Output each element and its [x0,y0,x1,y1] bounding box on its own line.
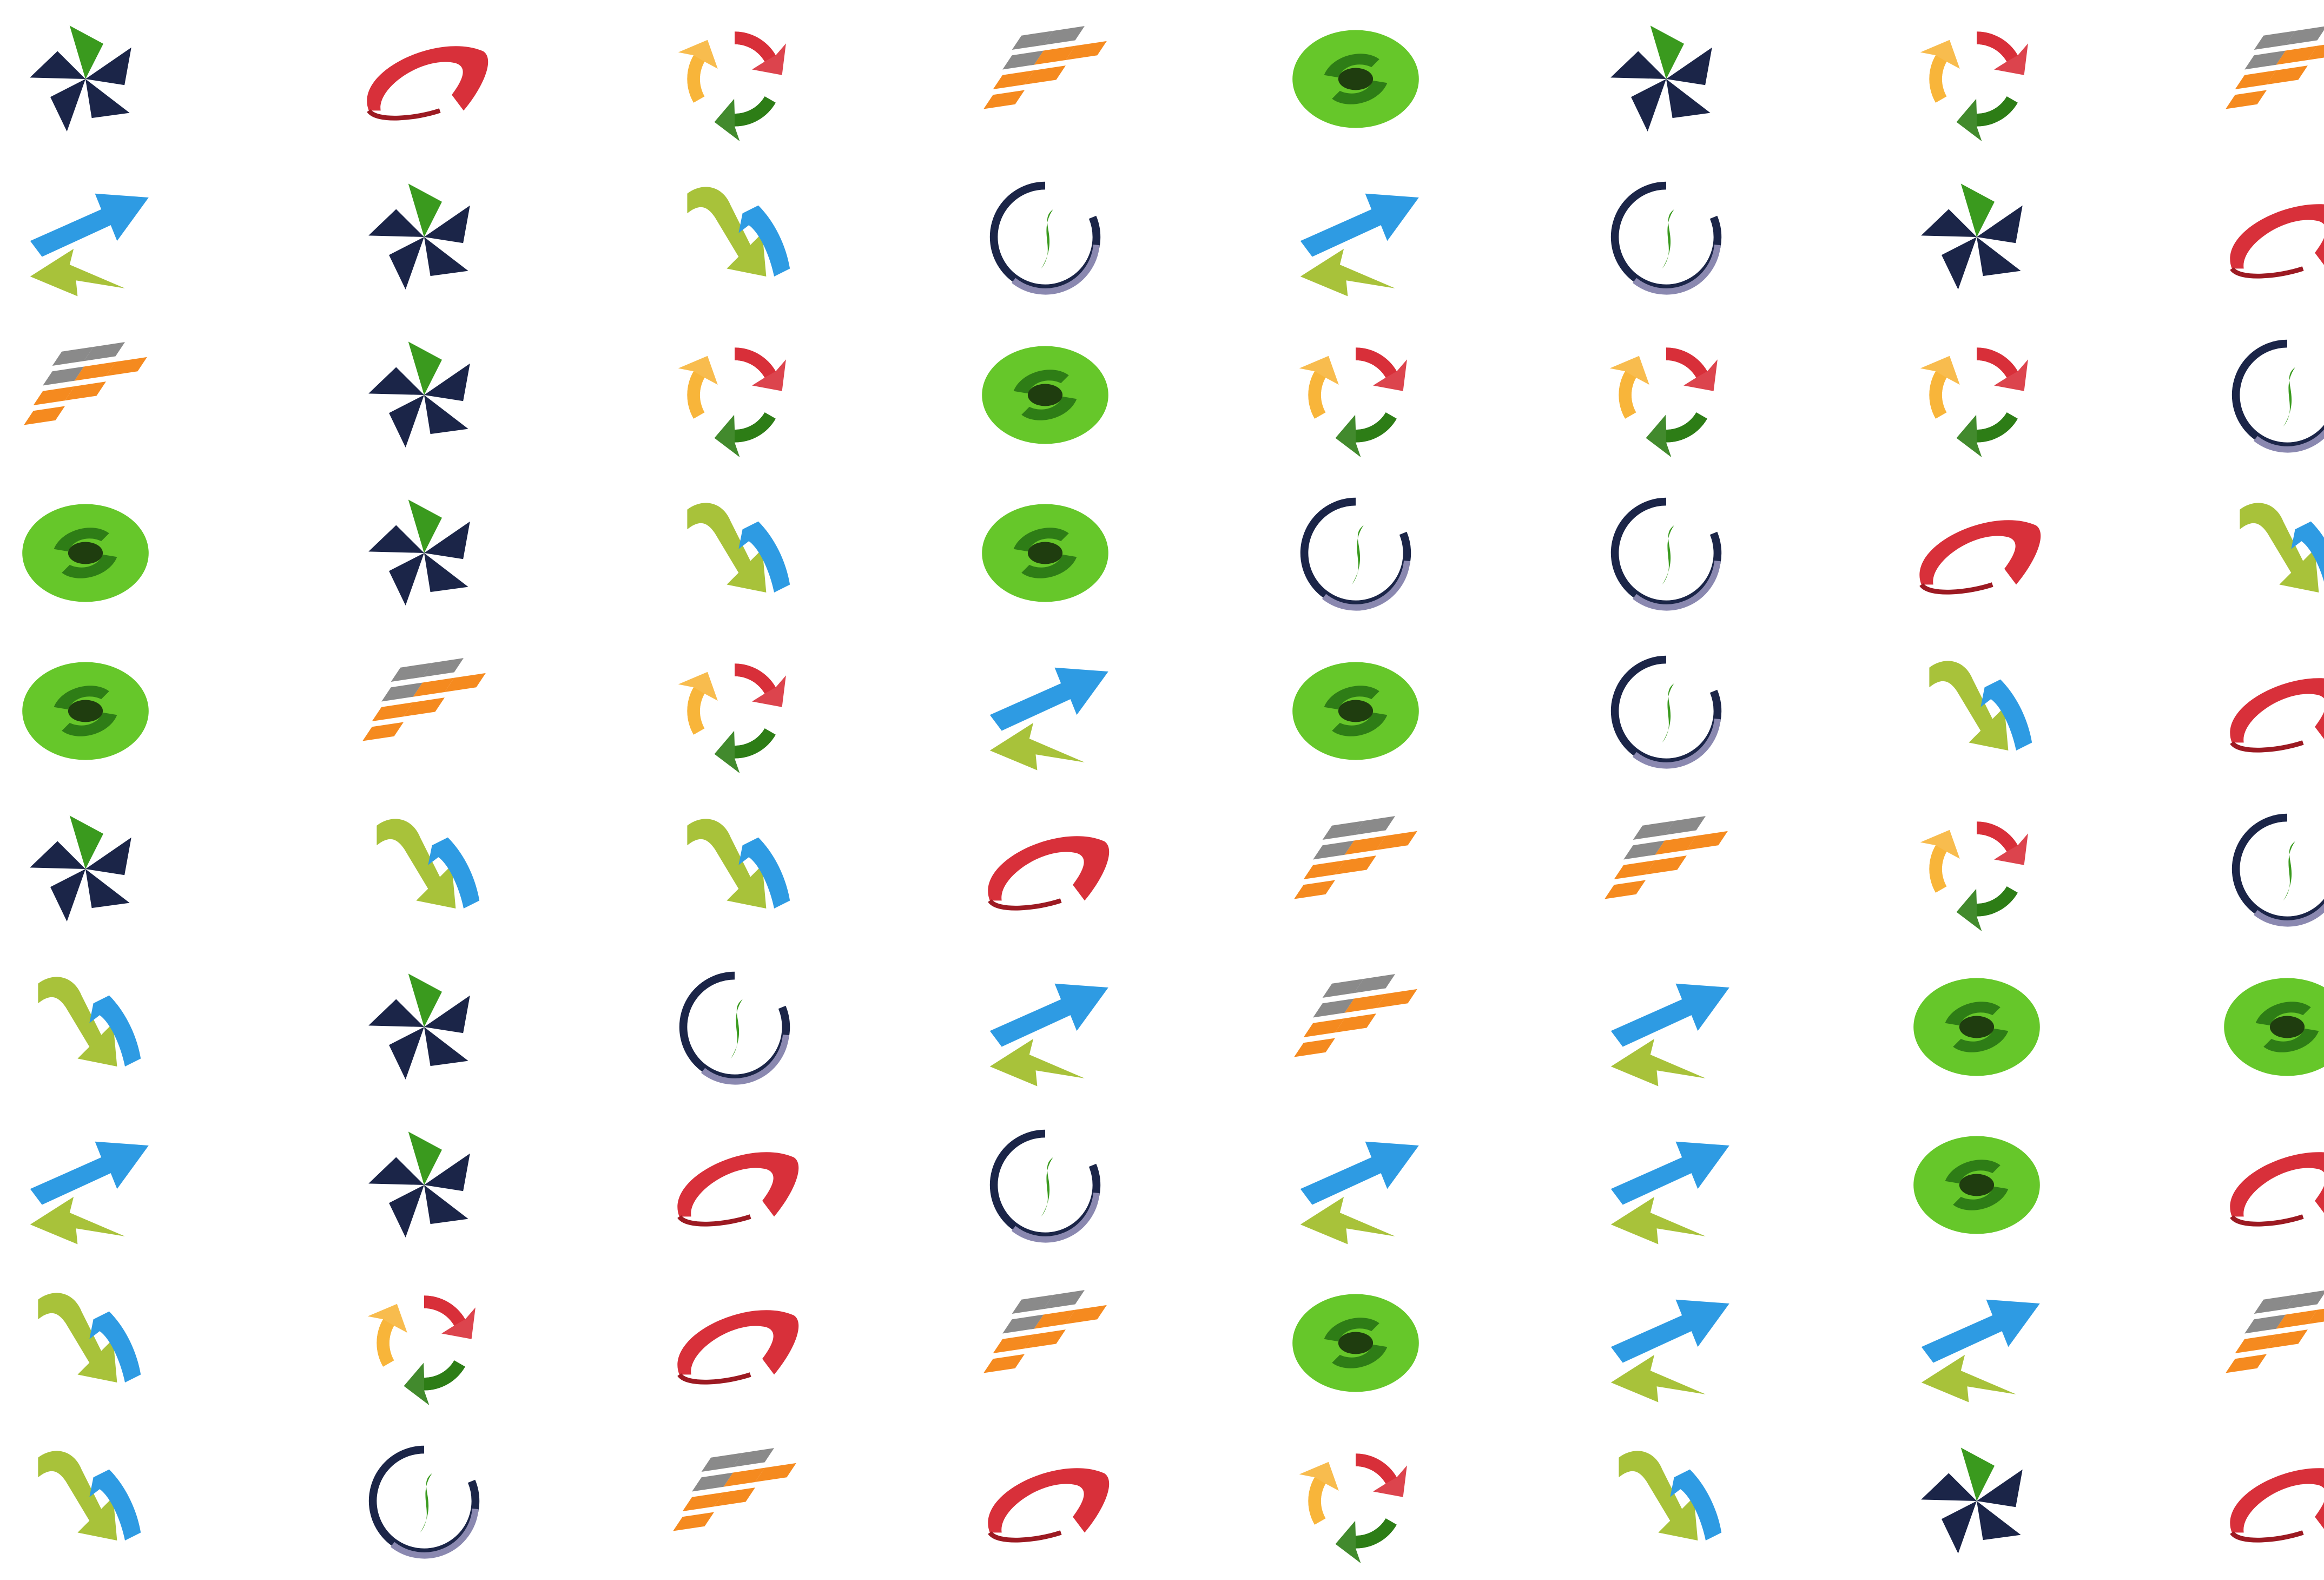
grid-cell [1863,474,2174,632]
tricolor-cycle-icon [343,1264,505,1422]
grid-cell [2174,0,2324,158]
grid-cell [2174,1422,2324,1580]
navy-circle-icon [1585,474,1747,632]
navy-circle-icon [2206,790,2324,948]
green-recycle-icon [2206,948,2324,1106]
grid-cell [2174,474,2324,632]
grid-cell [2174,948,2324,1106]
grid-cell [1863,632,2174,790]
orange-grey-tiles-icon [1585,790,1747,948]
grid-cell [2174,1106,2324,1264]
navy-circle-icon [964,1106,1126,1264]
grid-cell [0,1106,311,1264]
navy-circle-icon [1585,158,1747,316]
orange-grey-tiles-icon [2206,1264,2324,1422]
orange-grey-tiles-icon [4,316,167,474]
grid-cell [0,158,311,316]
grid-cell [1242,0,1553,158]
tricolor-cycle-icon [1896,790,2058,948]
green-blue-swap-icon [653,790,816,948]
pinwheel-icon [1896,158,2058,316]
tricolor-cycle-icon [653,316,816,474]
grid-cell [0,0,311,158]
grid-cell [932,158,1242,316]
red-swoosh-icon [653,1106,816,1264]
red-swoosh-icon [343,0,505,158]
grid-cell [1553,316,1863,474]
grid-cell [932,1264,1242,1422]
tricolor-cycle-icon [653,632,816,790]
grid-cell [2174,632,2324,790]
grid-cell [2174,316,2324,474]
green-blue-swap-icon [4,948,167,1106]
blue-green-arrows-icon [1585,1264,1747,1422]
grid-cell [1242,158,1553,316]
blue-green-arrows-icon [4,1106,167,1264]
grid-cell [2174,158,2324,316]
grid-cell [932,790,1242,948]
grid-cell [1863,1106,2174,1264]
grid-cell [311,632,621,790]
pinwheel-icon [343,316,505,474]
pinwheel-icon [343,1106,505,1264]
grid-cell [1553,790,1863,948]
blue-green-arrows-icon [1275,1106,1437,1264]
navy-circle-icon [2206,316,2324,474]
orange-grey-tiles-icon [653,1422,816,1580]
grid-cell [621,1264,932,1422]
grid-cell [1553,1264,1863,1422]
grid-cell [0,632,311,790]
grid-cell [1863,1264,2174,1422]
grid-cell [1242,790,1553,948]
grid-cell [1553,632,1863,790]
green-recycle-icon [4,632,167,790]
blue-green-arrows-icon [1275,158,1437,316]
grid-cell [621,948,932,1106]
navy-circle-icon [343,1422,505,1580]
tricolor-cycle-icon [1585,316,1747,474]
green-blue-swap-icon [653,474,816,632]
tricolor-cycle-icon [1275,316,1437,474]
orange-grey-tiles-icon [2206,0,2324,158]
grid-cell [932,1422,1242,1580]
grid-cell [1242,474,1553,632]
grid-cell [1863,0,2174,158]
grid-cell [1863,316,2174,474]
red-swoosh-icon [2206,1106,2324,1264]
grid-cell [932,474,1242,632]
pinwheel-icon [4,790,167,948]
green-blue-swap-icon [4,1422,167,1580]
navy-circle-icon [1585,632,1747,790]
grid-cell [932,1106,1242,1264]
navy-circle-icon [1275,474,1437,632]
green-recycle-icon [964,316,1126,474]
grid-cell [311,1106,621,1264]
green-recycle-icon [1896,1106,2058,1264]
green-recycle-icon [1275,632,1437,790]
grid-cell [0,474,311,632]
red-swoosh-icon [653,1264,816,1422]
grid-cell [1553,0,1863,158]
red-swoosh-icon [2206,632,2324,790]
grid-cell [311,0,621,158]
grid-cell [1553,158,1863,316]
green-blue-swap-icon [4,1264,167,1422]
grid-cell [1863,1422,2174,1580]
grid-cell [311,1422,621,1580]
grid-cell [311,1264,621,1422]
grid-cell [621,316,932,474]
green-blue-swap-icon [1896,632,2058,790]
red-swoosh-icon [964,790,1126,948]
grid-cell [0,790,311,948]
tricolor-cycle-icon [1896,0,2058,158]
grid-cell [0,1264,311,1422]
green-recycle-icon [1896,948,2058,1106]
grid-cell [311,158,621,316]
blue-green-arrows-icon [1585,1106,1747,1264]
grid-cell [1242,316,1553,474]
blue-green-arrows-icon [964,948,1126,1106]
green-blue-swap-icon [343,790,505,948]
red-swoosh-icon [1896,474,2058,632]
blue-green-arrows-icon [1896,1264,2058,1422]
grid-cell [0,316,311,474]
grid-cell [1863,948,2174,1106]
navy-circle-icon [653,948,816,1106]
grid-cell [1553,474,1863,632]
orange-grey-tiles-icon [343,632,505,790]
grid-cell [932,0,1242,158]
green-blue-swap-icon [2206,474,2324,632]
grid-cell [1242,1422,1553,1580]
pinwheel-icon [1896,1422,2058,1580]
grid-cell [1242,1264,1553,1422]
grid-cell [1242,948,1553,1106]
blue-green-arrows-icon [4,158,167,316]
orange-grey-tiles-icon [1275,948,1437,1106]
tricolor-cycle-icon [1896,316,2058,474]
grid-cell [1242,632,1553,790]
grid-cell [2174,1264,2324,1422]
grid-cell [1553,948,1863,1106]
grid-cell [1553,1106,1863,1264]
pinwheel-icon [343,474,505,632]
blue-green-arrows-icon [1585,948,1747,1106]
grid-cell [621,1106,932,1264]
grid-cell [1242,1106,1553,1264]
grid-cell [1863,790,2174,948]
green-recycle-icon [1275,1264,1437,1422]
orange-grey-tiles-icon [1275,790,1437,948]
green-recycle-icon [1275,0,1437,158]
grid-cell [621,790,932,948]
grid-cell [0,1422,311,1580]
grid-cell [311,474,621,632]
pinwheel-icon [4,0,167,158]
pinwheel-icon [1585,0,1747,158]
grid-cell [932,316,1242,474]
tricolor-cycle-icon [653,0,816,158]
green-recycle-icon [964,474,1126,632]
grid-cell [621,158,932,316]
navy-circle-icon [964,158,1126,316]
grid-cell [311,790,621,948]
tricolor-cycle-icon [1275,1422,1437,1580]
grid-cell [0,948,311,1106]
grid-cell [932,948,1242,1106]
pinwheel-icon [343,158,505,316]
grid-cell [621,474,932,632]
red-swoosh-icon [2206,158,2324,316]
red-swoosh-icon [2206,1422,2324,1580]
blue-green-arrows-icon [964,632,1126,790]
orange-grey-tiles-icon [964,0,1126,158]
green-recycle-icon [4,474,167,632]
grid-cell [932,632,1242,790]
orange-grey-tiles-icon [964,1264,1126,1422]
grid-cell [2174,790,2324,948]
green-blue-swap-icon [653,158,816,316]
pinwheel-icon [343,948,505,1106]
grid-cell [621,1422,932,1580]
grid-cell [311,316,621,474]
grid-cell [621,632,932,790]
grid-cell [1863,158,2174,316]
green-blue-swap-icon [1585,1422,1747,1580]
red-swoosh-icon [964,1422,1126,1580]
grid-cell [1553,1422,1863,1580]
grid-cell [311,948,621,1106]
grid-cell [621,0,932,158]
